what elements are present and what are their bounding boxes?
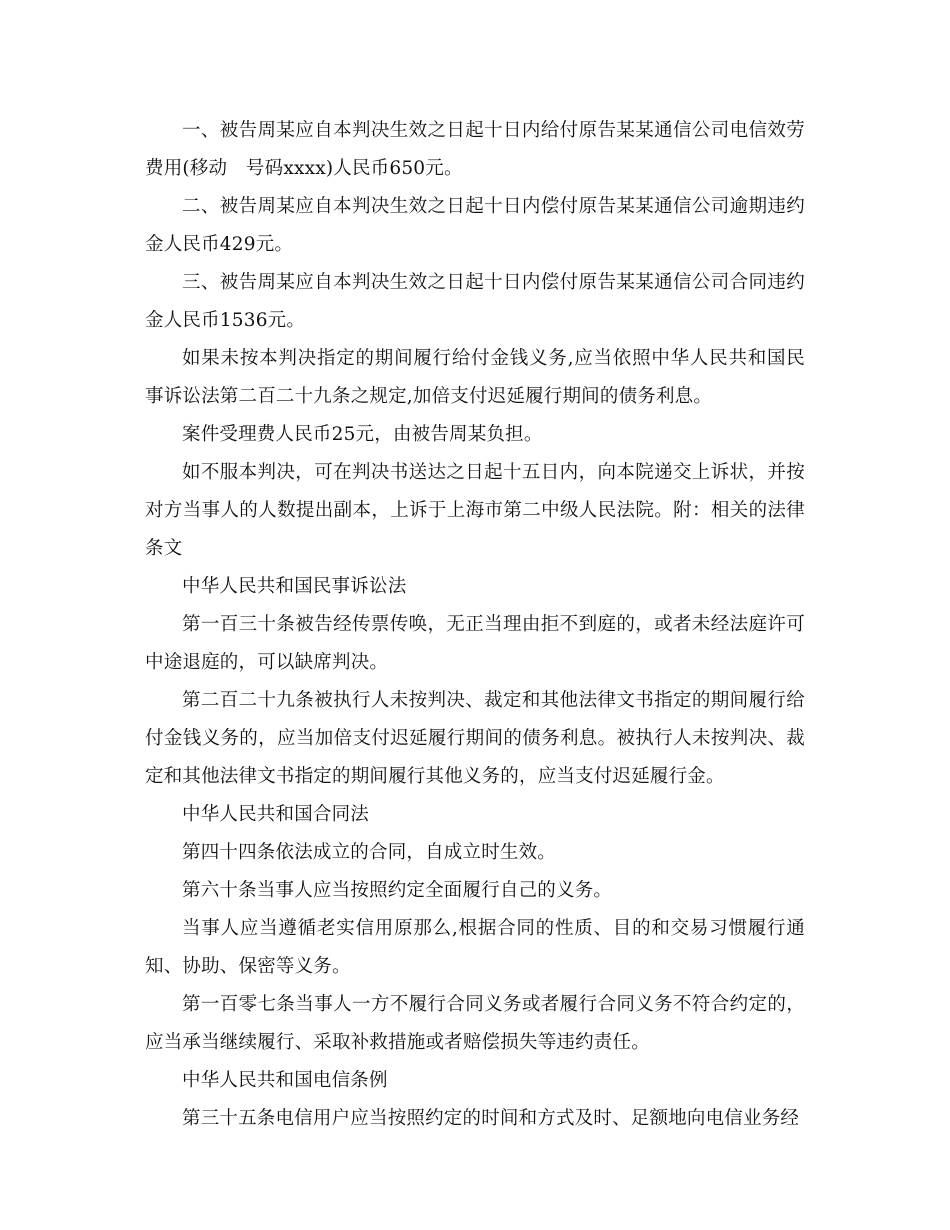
article-44: 第四十四条依法成立的合同，自成立时生效。: [182, 842, 557, 863]
article-229: 第二百二十九条被执行人未按判决、裁定和其他法律文书指定的期间履行给付金钱义务的，应当加倍支付迟延履行期间的债务利息。被执行人未按判决、裁定和其他法律文书指定的期间履行其他义务的，应当支付迟延履行金。: [145, 690, 805, 787]
law-heading-civil-procedure: 中华人民共和国民事诉讼法: [182, 576, 407, 597]
judgment-item-3: 三、被告周某应自本判决生效之日起十日内偿付原告某某通信公司合同违约金人民币1536元。: [145, 272, 805, 331]
court-fee-clause: 案件受理费人民币25元，由被告周某负担。: [182, 424, 543, 445]
law-heading-contract: 中华人民共和国合同法: [182, 804, 370, 825]
article-60: 第六十条当事人应当按照约定全面履行自己的义务。: [182, 880, 613, 901]
judgment-item-2: 二、被告周某应自本判决生效之日起十日内偿付原告某某通信公司逾期违约金人民币429元。: [145, 196, 805, 255]
law-heading-telecom: 中华人民共和国电信条例: [182, 1070, 388, 1091]
judgment-item-1: 一、被告周某应自本判决生效之日起十日内给付原告某某通信公司电信效劳费用(移动 号码xxxx)人民币650元。: [145, 120, 805, 179]
article-60-paragraph-2: 当事人应当遵循老实信用原那么,根据合同的性质、目的和交易习惯履行通知、协助、保密等义务。: [145, 918, 805, 977]
article-35: 第三十五条电信用户应当按照约定的时间和方式及时、足额地向电信业务经: [182, 1108, 800, 1129]
late-payment-clause: 如果未按本判决指定的期间履行给付金钱义务,应当依照中华人民共和国民事诉讼法第二百二十九条之规定,加倍支付迟延履行期间的债务利息。: [145, 348, 805, 407]
article-107: 第一百零七条当事人一方不履行合同义务或者履行合同义务不符合约定的，应当承当继续履行、采取补救措施或者赔偿损失等违约责任。: [145, 994, 805, 1053]
document-body: [145, 112, 805, 1138]
appeal-clause: 如不服本判决，可在判决书送达之日起十五日内，向本院递交上诉状，并按对方当事人的人数提出副本，上诉于上海市第二中级人民法院。附：相关的法律条文: [145, 462, 805, 559]
article-130: 第一百三十条被告经传票传唤，无正当理由拒不到庭的，或者未经法庭许可中途退庭的，可以缺席判决。: [145, 614, 805, 673]
